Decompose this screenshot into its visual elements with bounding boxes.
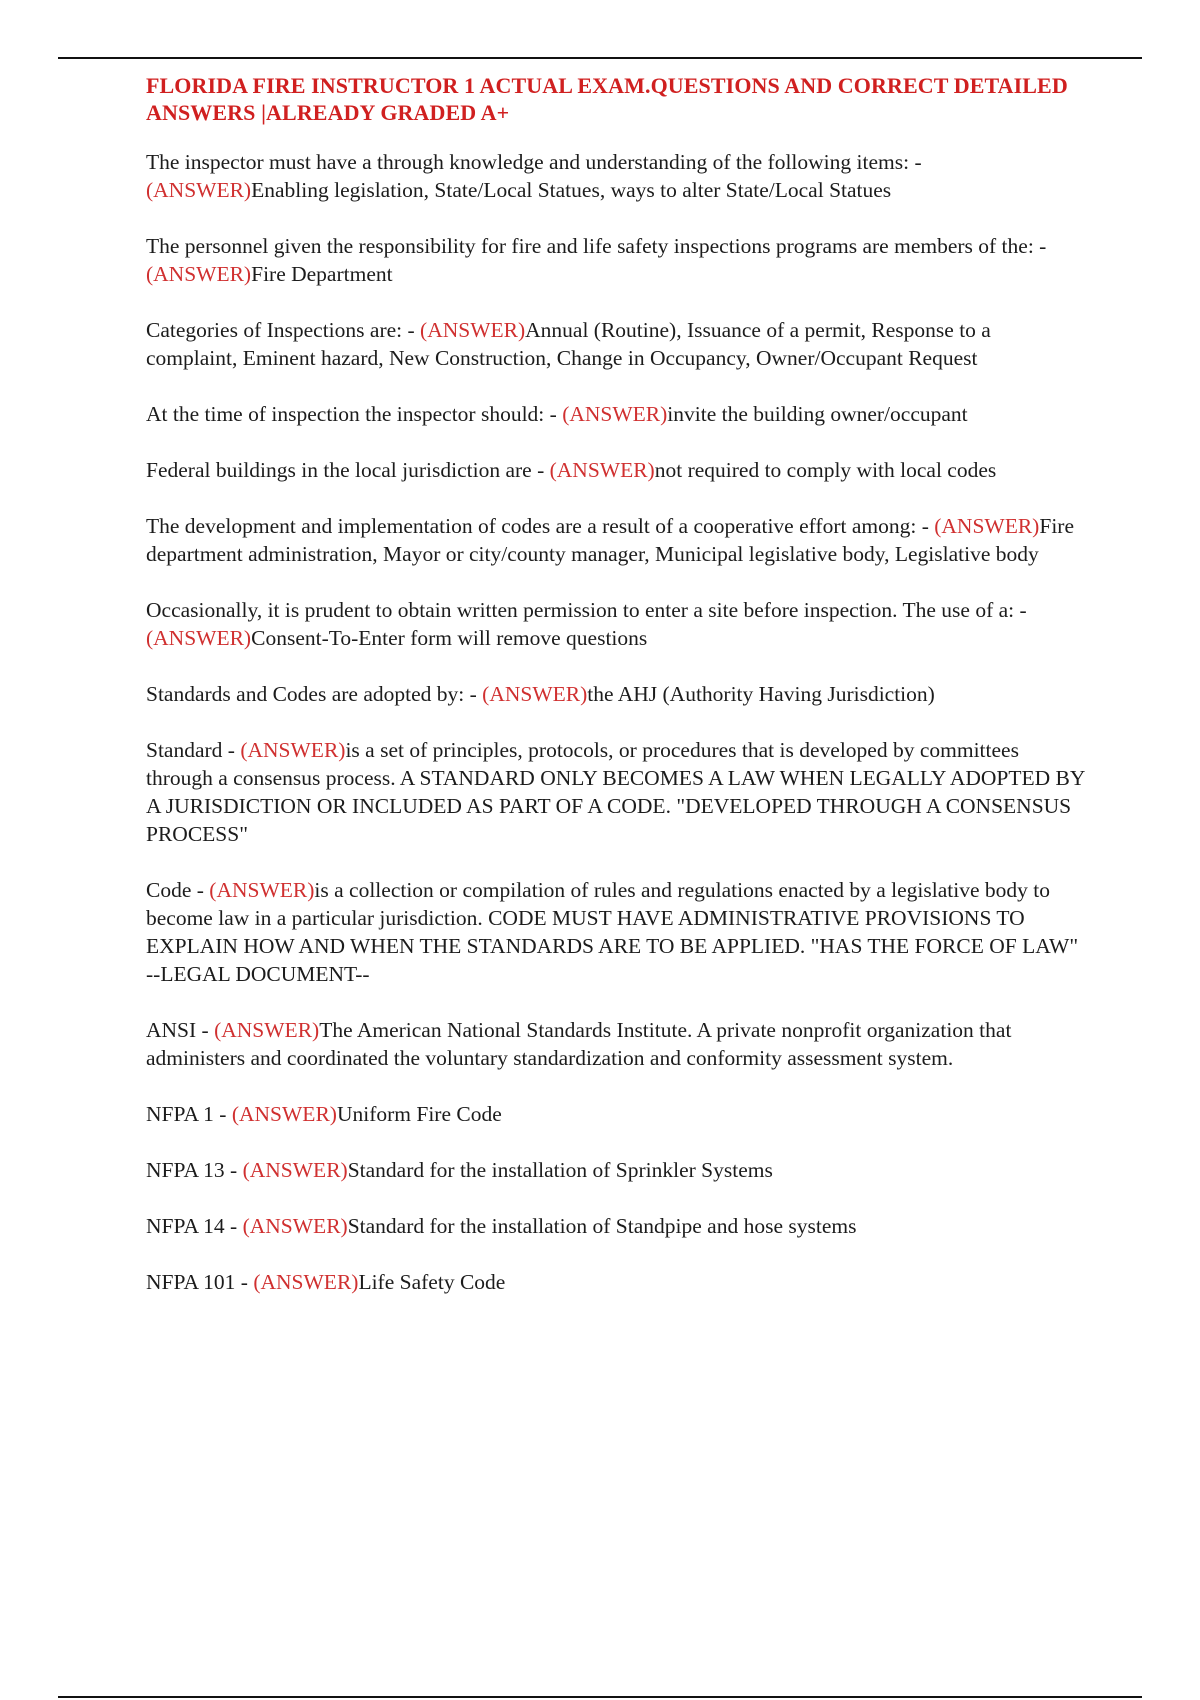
answer-tag: (ANSWER): [549, 458, 655, 482]
question-text: NFPA 13 -: [146, 1158, 243, 1182]
qa-item: [146, 680, 1086, 708]
answer-tag: (ANSWER): [420, 318, 526, 342]
qa-item: [146, 456, 1086, 484]
qa-item: [146, 512, 1086, 568]
question-text: Federal buildings in the local jurisdiction are -: [146, 458, 550, 482]
answer-tag: (ANSWER): [209, 878, 315, 902]
answer-tag: (ANSWER): [146, 178, 252, 202]
answer-tag: (ANSWER): [231, 1102, 337, 1126]
qa-item: [146, 1016, 1086, 1072]
answer-tag: (ANSWER): [146, 626, 252, 650]
question-text: The inspector must have a through knowledge and understanding of the following items: -: [146, 150, 922, 174]
answer-text: Consent-To-Enter form will remove questions: [251, 626, 648, 650]
qa-item: [146, 316, 1086, 372]
answer-tag: (ANSWER): [242, 1214, 348, 1238]
answer-text: Life Safety Code: [358, 1270, 506, 1294]
answer-tag: (ANSWER): [562, 402, 668, 426]
qa-item: [146, 1268, 1086, 1296]
answer-text: Standard for the installation of Sprinkler Systems: [347, 1158, 773, 1182]
qa-item: [146, 148, 1086, 204]
document-title: FLORIDA FIRE INSTRUCTOR 1 ACTUAL EXAM.QUESTIONS AND CORRECT DETAILED ANSWERS |ALREADY GRADED A+: [146, 73, 1068, 125]
question-text: NFPA 1 -: [146, 1102, 232, 1126]
answer-text: is a collection or compilation of rules and regulations enacted by a legislative body to become law in a particular jurisdiction. CODE MUST HAVE ADMINISTRATIVE PROVISIONS TO EXPLAIN HOW AND WHEN THE STANDARDS ARE TO BE APPLIED. "HAS THE FORCE OF LAW" --LEGAL DOCUMENT--: [146, 878, 1079, 986]
qa-item: [146, 400, 1086, 428]
answer-tag: (ANSWER): [242, 1158, 348, 1182]
question-text: At the time of inspection the inspector should: -: [146, 402, 563, 426]
question-text: The personnel given the responsibility for fire and life safety inspections programs are members of the: -: [146, 234, 1047, 258]
answer-text: Annual (Routine), Issuance of a permit, Response to a complaint, Eminent hazard, New Construction, Change in Occupancy, Owner/Occupant Request: [146, 318, 991, 370]
question-text: Code -: [146, 878, 210, 902]
question-text: ANSI -: [146, 1018, 215, 1042]
question-text: Standards and Codes are adopted by: -: [146, 682, 483, 706]
bottom-divider: [58, 1696, 1142, 1698]
document-body: [146, 72, 1086, 1324]
answer-tag: (ANSWER): [934, 514, 1040, 538]
answer-text: the AHJ (Authority Having Jurisdiction): [587, 682, 935, 706]
qa-item: [146, 596, 1086, 652]
answer-text: The American National Standards Institute. A private nonprofit organization that administers and coordinated the voluntary standardization and conformity assessment system.: [146, 1018, 1012, 1070]
answer-text: is a set of principles, protocols, or procedures that is developed by committees through a consensus process. A STANDARD ONLY BECOMES A LAW WHEN LEGALLY ADOPTED BY A JURISDICTION OR INCLUDED AS PART OF A CODE. "DEVELOPED THROUGH A CONSENSUS PROCESS": [146, 738, 1085, 846]
answer-tag: (ANSWER): [240, 738, 346, 762]
answer-text: Fire Department: [251, 262, 393, 286]
answer-text: Fire department administration, Mayor or city/county manager, Municipal legislative body, Legislative body: [146, 514, 1074, 566]
question-text: Categories of Inspections are: -: [146, 318, 421, 342]
qa-item: [146, 1212, 1086, 1240]
question-text: NFPA 14 -: [146, 1214, 243, 1238]
question-text: Standard -: [146, 738, 241, 762]
question-text: Occasionally, it is prudent to obtain written permission to enter a site before inspection. The use of a: -: [146, 598, 1027, 622]
answer-tag: (ANSWER): [214, 1018, 320, 1042]
answer-tag: (ANSWER): [482, 682, 588, 706]
qa-item: [146, 736, 1086, 848]
answer-text: Uniform Fire Code: [336, 1102, 502, 1126]
qa-item: [146, 876, 1086, 988]
top-divider: [58, 57, 1142, 59]
question-answer-list: [146, 148, 1086, 1296]
answer-text: Enabling legislation, State/Local Statues, ways to alter State/Local Statues: [251, 178, 892, 202]
question-text: The development and implementation of codes are a result of a cooperative effort among: -: [146, 514, 935, 538]
question-text: NFPA 101 -: [146, 1270, 254, 1294]
answer-tag: (ANSWER): [146, 262, 252, 286]
answer-text: not required to comply with local codes: [654, 458, 997, 482]
answer-text: invite the building owner/occupant: [667, 402, 968, 426]
answer-tag: (ANSWER): [253, 1270, 359, 1294]
answer-text: Standard for the installation of Standpipe and hose systems: [347, 1214, 857, 1238]
qa-item: [146, 1100, 1086, 1128]
qa-item: [146, 232, 1086, 288]
qa-item: [146, 1156, 1086, 1184]
